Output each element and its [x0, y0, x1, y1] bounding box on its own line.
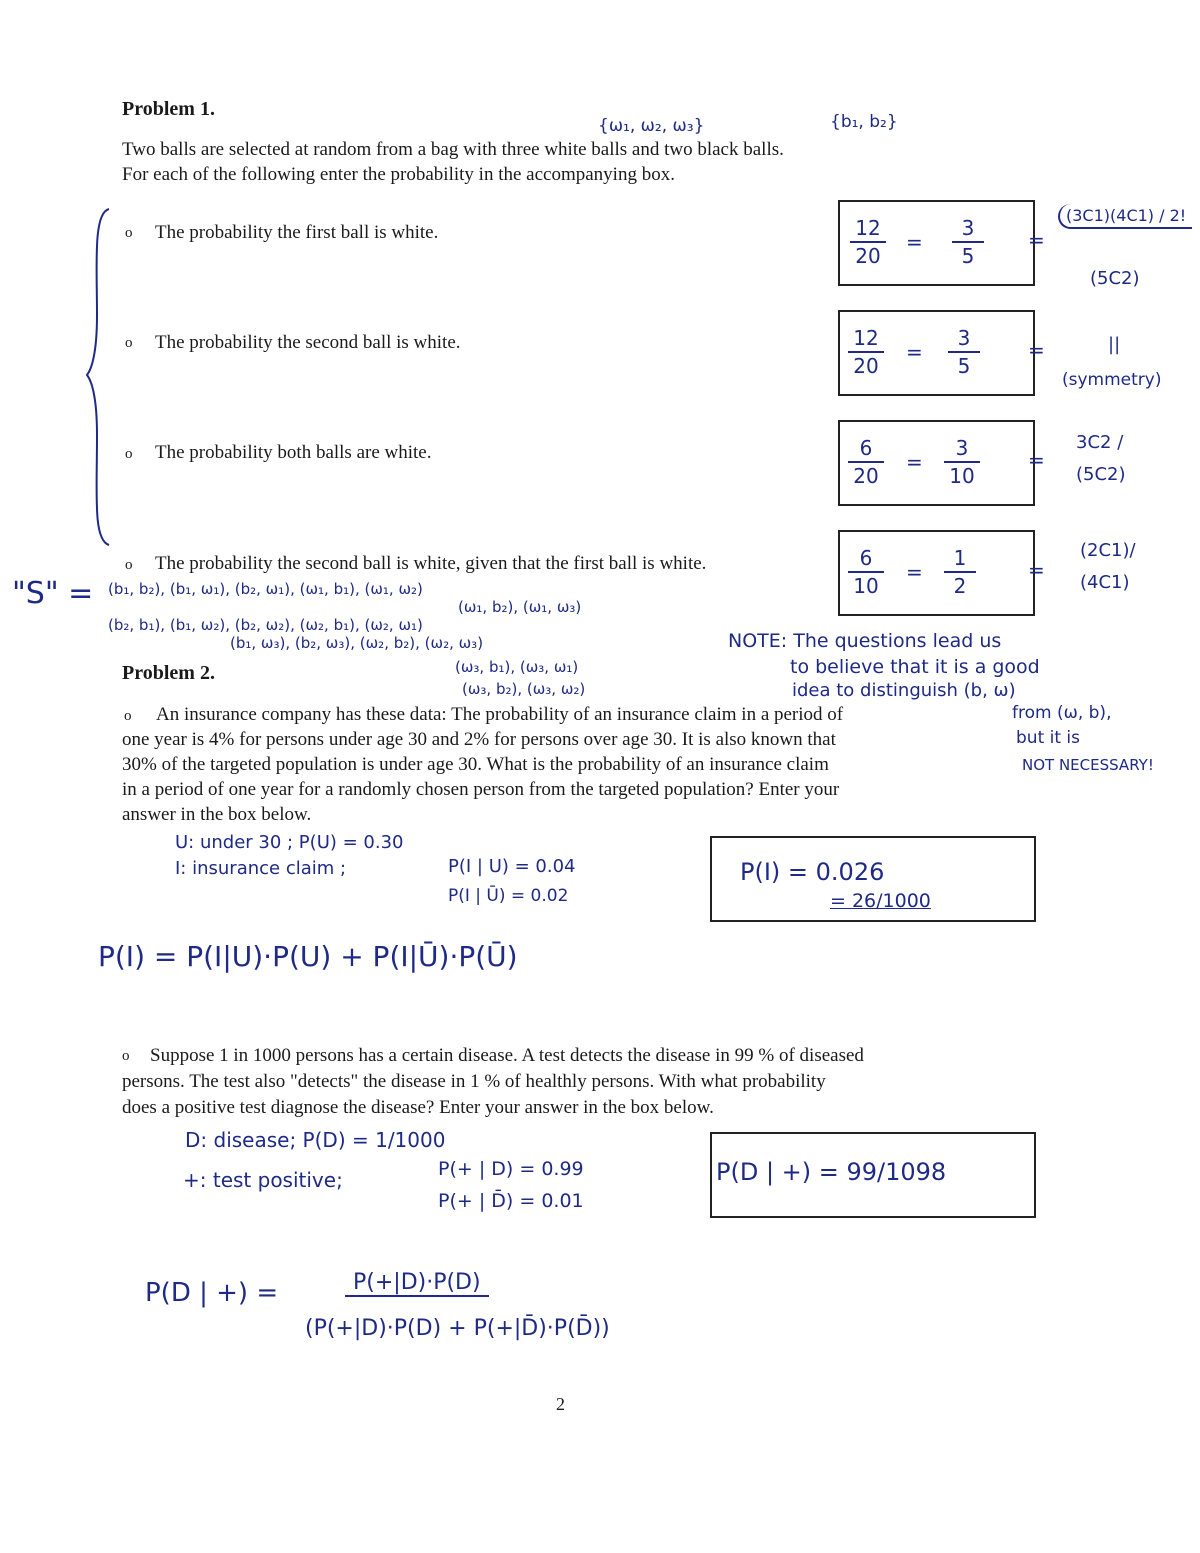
p2-q2-line1: Suppose 1 in 1000 persons has a certain disease. A test detects the disease in 99 % of diseased: [150, 1045, 864, 1066]
p2-q1-line4: in a period of one year for a randomly chosen person from the targeted population? Enter your: [122, 779, 840, 800]
q3-answer-box[interactable]: [838, 420, 1035, 506]
sample-space-row1: (b₁, b₂), (b₁, ω₁), (b₂, ω₁), (ω₁, b₁), (ω₁, ω₂): [108, 580, 423, 598]
q2-answer-box[interactable]: [838, 310, 1035, 396]
sample-space-row5: (ω₃, b₁), (ω₃, ω₁): [455, 658, 579, 676]
p2-q1-box-line1: P(I) = 0.026: [740, 858, 885, 886]
problem1-intro-line2: For each of the following enter the probability in the accompanying box.: [122, 164, 675, 185]
q3-box-den: 20: [853, 464, 879, 488]
q1-box-result: [952, 216, 984, 268]
q2-side-den: (symmetry): [1062, 370, 1162, 390]
p2-q2-line3: does a positive test diagnose the disease? Enter your answer in the box below.: [122, 1097, 714, 1118]
q3-box-eq: =: [906, 450, 923, 474]
q1-side-expr: (3C1)(4C1) / 2!: [1058, 204, 1192, 229]
p2-q1-work-line2: I: insurance claim ;: [175, 858, 347, 879]
sample-space-row4: (b₁, ω₃), (b₂, ω₃), (ω₂, b₂), (ω₂, ω₃): [230, 634, 484, 652]
note-line4: from (ω, b),: [1012, 703, 1112, 723]
p2-q1-work-line3: P(I | U) = 0.04: [448, 856, 576, 877]
p2-q2-box-line: P(D | +) = 99/1098: [716, 1158, 947, 1186]
p2-q2-work-line3: P(+ | D) = 0.99: [438, 1158, 584, 1180]
q4-text: The probability the second ball is white, given that the first ball is white.: [155, 553, 707, 574]
q1-res-den: 5: [961, 244, 975, 268]
q2-res-num: 3: [957, 326, 971, 350]
p2-q1-line1: An insurance company has these data: The probability of an insurance claim in a period of: [156, 704, 844, 725]
q4-box-den: 10: [853, 574, 879, 598]
sample-space-row6: (ω₃, b₂), (ω₃, ω₂): [462, 680, 586, 698]
p2-q2-formula-den: (P(+|D)·P(D) + P(+|D̄)·P(D̄)): [305, 1316, 610, 1341]
p2-q1-formula: P(I) = P(I|U)·P(U) + P(I|Ū)·P(Ū): [98, 940, 518, 973]
q4-side-expr: (2C1)/: [1080, 540, 1136, 561]
q2-box-result: [948, 326, 980, 378]
q3-box-num: 6: [859, 436, 873, 460]
p2-q1-bullet: o: [124, 708, 132, 724]
q1-box-fraction: [850, 216, 886, 268]
note-line6: NOT NECESSARY!: [1022, 756, 1154, 774]
black-balls-set: {b₁, b₂}: [830, 112, 898, 132]
q4-res-den: 2: [953, 574, 967, 598]
q4-box-result: [944, 546, 976, 598]
q2-text: The probability the second ball is white.: [155, 332, 461, 353]
q3-res-den: 10: [949, 464, 975, 488]
q2-res-den: 5: [957, 354, 971, 378]
problem1-heading: Problem 1.: [122, 98, 215, 120]
q1-side-den: (5C2): [1090, 268, 1140, 289]
q1-box-den: 20: [855, 244, 881, 268]
p2-q2-work-line1: D: disease; P(D) = 1/1000: [185, 1128, 446, 1152]
q3-side-eq: =: [1028, 448, 1045, 472]
q2-box-num: 12: [853, 326, 879, 350]
q4-bullet: o: [125, 557, 133, 573]
sample-space-row2: (ω₁, b₂), (ω₁, ω₃): [458, 598, 582, 616]
p2-q2-line2: persons. The test also "detects" the disease in 1 % of healthly persons. With what probability: [122, 1071, 826, 1092]
p2-q1-box-line2: = 26/1000: [830, 890, 931, 912]
note-line5: but it is: [1016, 728, 1081, 748]
q3-res-num: 3: [955, 436, 969, 460]
q3-side-den: (5C2): [1076, 464, 1126, 485]
q4-res-num: 1: [953, 546, 967, 570]
note-line1: NOTE: The questions lead us: [728, 630, 1002, 652]
q2-side-eq: =: [1028, 338, 1045, 362]
q4-side-den: (4C1): [1080, 572, 1130, 593]
page-number: 2: [556, 1394, 565, 1414]
q2-bullet: o: [125, 335, 133, 351]
q1-box-num: 12: [855, 216, 881, 240]
q4-side-eq: =: [1028, 558, 1045, 582]
q3-bullet: o: [125, 446, 133, 462]
p2-q1-line2: one year is 4% for persons under age 30 and 2% for persons over age 30. It is also known that: [122, 729, 836, 750]
p2-q2-formula-num: P(+|D)·P(D): [345, 1270, 489, 1297]
q4-box-num: 6: [859, 546, 873, 570]
p2-q2-formula-lhs: P(D | +) =: [145, 1278, 279, 1308]
problem1-intro-line1: Two balls are selected at random from a bag with three white balls and two black balls.: [122, 139, 784, 160]
problem2-heading: Problem 2.: [122, 662, 215, 684]
p2-q1-answer-box[interactable]: [710, 836, 1036, 922]
sample-space-label: "S" =: [12, 576, 94, 611]
p2-q1-line5: answer in the box below.: [122, 804, 312, 825]
q3-side-expr: 3C2 /: [1076, 432, 1124, 453]
q3-text: The probability both balls are white.: [155, 442, 432, 463]
q1-res-num: 3: [961, 216, 975, 240]
p2-q2-answer-box[interactable]: [710, 1132, 1036, 1218]
q1-side-eq: =: [1028, 228, 1045, 252]
p2-q1-work-line1: U: under 30 ; P(U) = 0.30: [175, 832, 404, 853]
q4-box-fraction: [848, 546, 884, 598]
p2-q1-line3: 30% of the targeted population is under age 30. What is the probability of an insurance claim: [122, 754, 829, 775]
q3-box-fraction: [848, 436, 884, 488]
q4-answer-box[interactable]: [838, 530, 1035, 616]
p2-q1-work-line4: P(I | Ū) = 0.02: [448, 886, 569, 906]
q2-box-eq: =: [906, 340, 923, 364]
q1-box-eq: =: [906, 230, 923, 254]
q1-bullet: o: [125, 225, 133, 241]
q3-box-result: [944, 436, 980, 488]
questions-brace: [85, 205, 115, 550]
p2-q2-work-line2: +: test positive;: [183, 1168, 343, 1192]
q1-text: The probability the first ball is white.: [155, 222, 439, 243]
note-line3: idea to distinguish (b, ω): [792, 680, 1016, 701]
q2-box-den: 20: [853, 354, 879, 378]
note-line2: to believe that it is a good: [790, 656, 1040, 678]
q1-answer-box[interactable]: [838, 200, 1035, 286]
p2-q2-work-line4: P(+ | D̄) = 0.01: [438, 1190, 584, 1212]
q4-box-eq: =: [906, 560, 923, 584]
q2-side-expr: ||: [1108, 334, 1121, 355]
white-balls-set: {ω₁, ω₂, ω₃}: [598, 116, 705, 136]
p2-q2-bullet: o: [122, 1048, 130, 1064]
sample-space-row3: (b₂, b₁), (b₁, ω₂), (b₂, ω₂), (ω₂, b₁), (ω₂, ω₁): [108, 616, 423, 634]
q2-box-fraction: [848, 326, 884, 378]
